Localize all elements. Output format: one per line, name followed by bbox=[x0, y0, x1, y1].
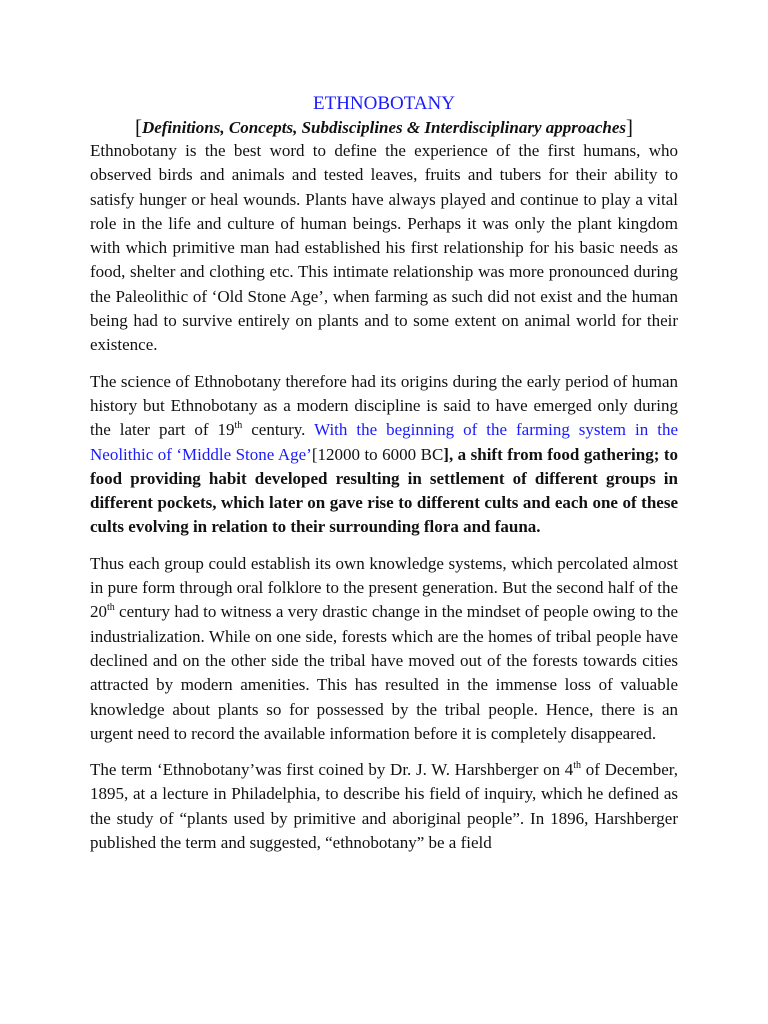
paragraph-4-superscript: th bbox=[573, 760, 582, 772]
paragraph-4 bbox=[90, 758, 678, 855]
paragraph-2-text-b: century. bbox=[242, 420, 315, 440]
page-subtitle bbox=[90, 116, 678, 139]
paragraph-2-text-a: The science of Ethnobotany therefore had its origins during the early period of human history but Ethnobotany as a modern discipline is said to have emerged only during the later part of 19 bbox=[90, 371, 678, 440]
paragraph-1: Ethnobotany is the best word to define the experience of the first humans, who observed birds and animals and tested leaves, fruits and tubers for their ability to satisfy hunger or heal wounds. Plants have always played and continue to play a vital role in the life and culture of human beings. Perhaps it was only the plant kingdom with which primitive man had established his first relationship for his basic needs as food, shelter and clothing etc. This intimate relationship was more pronounced during the Paleolithic of ‘Old Stone Age’, when farming as such did not exist and the human being had to survive entirely on plants and to some extent on animal world for their existence. bbox=[90, 141, 678, 355]
paragraph-3-text-b: century had to witness a very drastic change in the mindset of people owing to the industrialization. While on one side, forests which are the homes of tribal people have declined and on the other side the tribal have moved out of the forests towards cities attracted by modern amenities. This has resulted in the immense loss of valuable knowledge about plants so for possessed by the tribal people. Hence, there is an urgent need to record the available information before it is completely disappeared. bbox=[90, 602, 678, 743]
paragraph-2-highlight: With the beginning of the farming system in the Neolithic of ‘Middle Stone Age’ bbox=[90, 420, 678, 464]
paragraph-2-text-c: [12000 to 6000 BC bbox=[311, 444, 444, 464]
paragraph-3 bbox=[90, 552, 678, 746]
paragraph-2-superscript: th bbox=[234, 420, 243, 432]
paragraph-3-text-a: Thus each group could establish its own knowledge systems, which percolated almost in pure form through oral folklore to the present generation. But the second half of the 20 bbox=[90, 553, 678, 622]
paragraph-2-bold: ], a shift from food gathering; to food providing habit developed resulting in settlement of different groups in different pockets, which later on gave rise to different cults and each one of these cults evolving in relation to their surrounding flora and fauna. bbox=[90, 444, 678, 537]
paragraph-3-superscript: th bbox=[107, 602, 115, 614]
subtitle-text: Definitions, Concepts, Subdisciplines & Interdisciplinary approaches bbox=[141, 118, 627, 137]
paragraph-2 bbox=[90, 370, 678, 540]
page-title: ETHNOBOTANY bbox=[312, 93, 456, 114]
paragraph-4-text-a: The term ‘Ethnobotany’was first coined by Dr. J. W. Harshberger on 4 bbox=[90, 760, 574, 780]
subtitle-open-bracket: [ bbox=[134, 115, 142, 139]
paragraph-4-text-b: of December, 1895, at a lecture in Philadelphia, to describe his field of inquiry, which he defined as the study of “plants used by primitive and aboriginal people”. In 1896, Harshberger published the term and suggested, “ethnobotany” be a field bbox=[90, 760, 679, 853]
subtitle-close-bracket: ] bbox=[626, 115, 634, 139]
